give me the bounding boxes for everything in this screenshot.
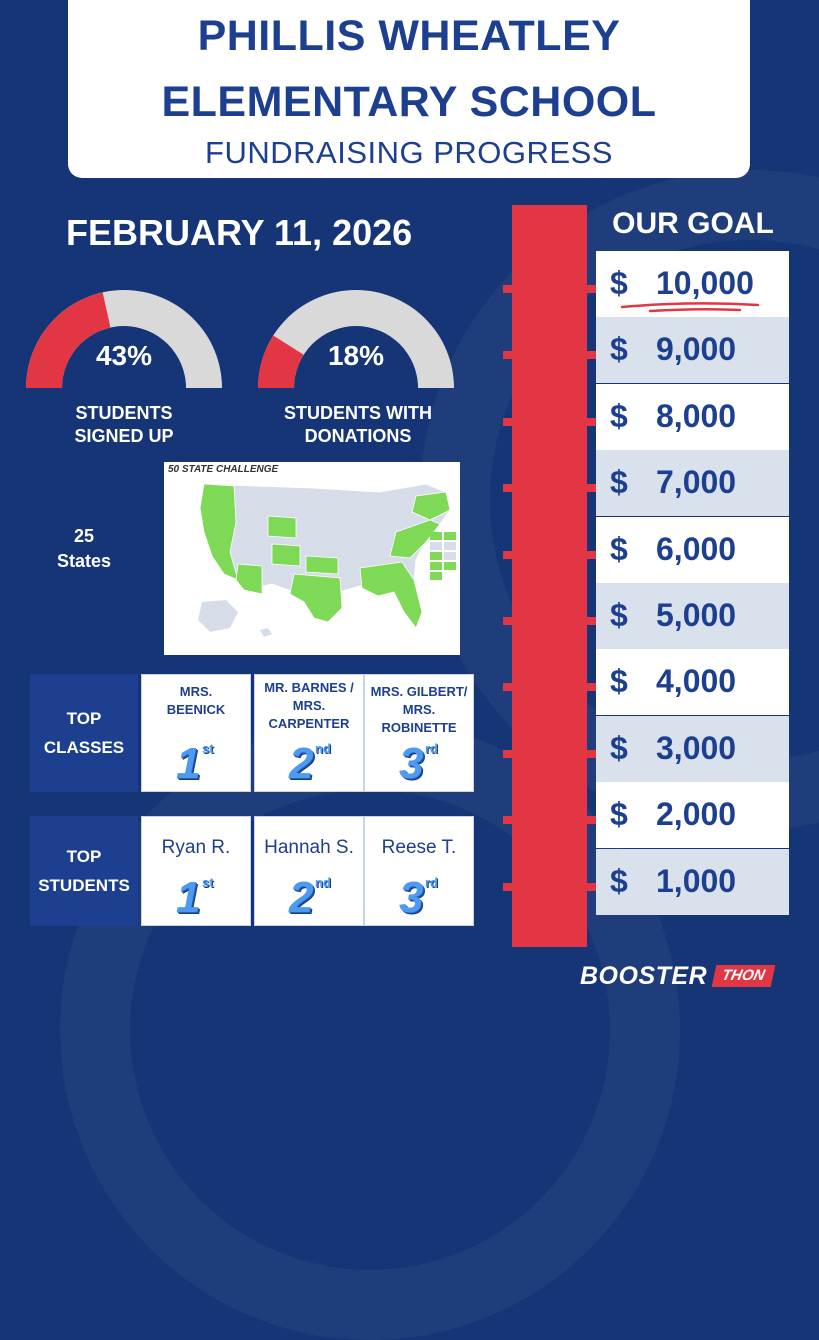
goal-level-row [596, 384, 789, 450]
place-suffix: st [202, 741, 214, 756]
header-card [68, 0, 750, 178]
goal-amount: 10,000 [656, 265, 754, 301]
gauge-label-line: SIGNED UP [74, 426, 174, 446]
gauge-label-line: STUDENTS [75, 403, 173, 423]
goal-amount: 9,000 [656, 331, 737, 368]
place-number: 1 [176, 739, 201, 788]
place-number: 3 [399, 739, 424, 788]
west-coast-region [200, 484, 238, 580]
thermometer-tick-left [503, 285, 513, 293]
student-name: Ryan R. [161, 837, 231, 858]
states-count [34, 524, 134, 574]
top-class-3rd [364, 674, 474, 792]
gauge-label [248, 402, 468, 448]
goal-level-row [596, 517, 789, 583]
thermometer-tick-left [503, 484, 513, 492]
gauge-arc [256, 288, 456, 388]
goal-title: OUR GOAL [612, 207, 774, 240]
brand-part1: BOOSTER [580, 962, 708, 990]
place-badge-2nd [255, 739, 363, 788]
thermometer-tick-left [503, 683, 513, 691]
gauge-label [14, 402, 234, 448]
small-state-boxes [430, 532, 456, 580]
class-name-line: ROBINETTE [381, 720, 457, 735]
kansas-shape [306, 556, 338, 574]
thermometer-tick-left [503, 750, 513, 758]
us-state-map [164, 462, 460, 655]
thermometer-tick-left [503, 418, 513, 426]
top-students-label-line: STUDENTS [38, 876, 130, 895]
gauge-arc [24, 288, 224, 388]
goal-amount: 7,000 [656, 464, 737, 501]
goal-underline-icon [620, 299, 760, 313]
goal-level-row [596, 649, 789, 715]
background-ring [60, 720, 680, 1340]
currency-symbol: $ [610, 397, 628, 434]
place-suffix: nd [315, 875, 331, 890]
goal-thermometer [512, 205, 587, 947]
place-suffix: rd [425, 875, 438, 890]
goal-level-row [596, 251, 789, 317]
goal-level-row [596, 849, 789, 915]
currency-symbol: $ [610, 331, 628, 368]
place-suffix: nd [315, 741, 331, 756]
arizona-shape [236, 564, 262, 594]
top-classes-label-line: TOP [66, 709, 102, 728]
class-name-line: MRS. [402, 702, 436, 717]
place-badge-1st [142, 873, 250, 922]
gauge-percent: 18% [327, 340, 385, 371]
top-student-1st [141, 816, 251, 926]
school-name-line2: ELEMENTARY SCHOOL [161, 78, 657, 126]
top-students-label [30, 816, 138, 926]
goal-level-row [596, 716, 789, 782]
date-heading: FEBRUARY 11, 2026 [66, 212, 413, 253]
thermometer-tick-left [503, 883, 513, 891]
student-name: Reese T. [381, 837, 457, 858]
gauge-label-line: STUDENTS WITH [284, 403, 432, 423]
top-classes-label [30, 674, 138, 792]
goal-amount: 1,000 [656, 862, 737, 899]
currency-symbol: $ [610, 530, 628, 567]
currency-symbol: $ [610, 265, 628, 301]
school-name-line1: PHILLIS WHEATLEY [197, 12, 621, 60]
brand-part2: THON [712, 965, 775, 987]
place-badge-1st [142, 739, 250, 788]
alaska-shape [198, 600, 238, 632]
colorado-shape [272, 544, 300, 566]
place-number: 1 [176, 873, 201, 922]
top-students-label-line: TOP [66, 847, 102, 866]
currency-symbol: $ [610, 729, 628, 766]
goal-level-row [596, 317, 789, 383]
currency-symbol: $ [610, 464, 628, 501]
us-map-graphic [164, 462, 460, 655]
place-badge-3rd [365, 739, 473, 788]
place-badge-3rd [365, 873, 473, 922]
currency-symbol: $ [610, 663, 628, 700]
students-signed-up-gauge [24, 288, 224, 388]
class-name-line: BEENICK [166, 702, 226, 717]
class-name-line: MRS. [292, 698, 326, 713]
currency-symbol: $ [610, 796, 628, 833]
top-class-2nd [254, 674, 364, 792]
goal-level-row [596, 583, 789, 649]
place-number: 2 [289, 739, 314, 788]
place-badge-2nd [255, 873, 363, 922]
states-count-label: States [56, 551, 112, 571]
class-name-line: MRS. GILBERT/ [370, 684, 468, 699]
texas-oklahoma-region [290, 574, 342, 622]
students-with-donations-gauge [256, 288, 456, 388]
goal-level-row [596, 450, 789, 516]
place-suffix: st [202, 875, 214, 890]
goal-level-row [596, 782, 789, 848]
gauge-percent: 43% [95, 340, 153, 371]
class-name [365, 683, 473, 737]
place-number: 3 [399, 873, 424, 922]
hawaii-shape [260, 628, 272, 637]
place-suffix: rd [425, 741, 438, 756]
class-name [255, 679, 363, 733]
place-number: 2 [289, 873, 314, 922]
class-name-line: CARPENTER [268, 716, 350, 731]
goal-amount: 5,000 [656, 597, 737, 633]
top-student-2nd [254, 816, 364, 926]
currency-symbol: $ [610, 597, 628, 633]
student-name: Hannah S. [264, 837, 354, 858]
goal-amount: 3,000 [656, 729, 737, 766]
goal-amount: 6,000 [656, 530, 737, 567]
gauge-label-line: DONATIONS [304, 426, 412, 446]
thermometer-tick-left [503, 351, 513, 359]
goal-amount: 4,000 [656, 663, 737, 700]
thermometer-tick-left [503, 551, 513, 559]
top-classes-label-line: CLASSES [43, 738, 125, 757]
wyoming-shape [268, 516, 296, 538]
map-caption: 50 STATE CHALLENGE [168, 464, 279, 475]
currency-symbol: $ [610, 862, 628, 899]
thermometer-tick-left [503, 617, 513, 625]
class-name-line: MR. BARNES / [264, 680, 354, 695]
top-class-1st [141, 674, 251, 792]
top-student-3rd [364, 816, 474, 926]
class-name [142, 683, 250, 719]
thermometer-tick-left [503, 816, 513, 824]
goal-amount: 2,000 [656, 796, 737, 833]
class-name-line: MRS. [179, 684, 213, 699]
page-subtitle: FUNDRAISING PROGRESS [205, 135, 613, 170]
goal-amount: 8,000 [656, 397, 737, 434]
states-count-value: 25 [73, 526, 95, 546]
